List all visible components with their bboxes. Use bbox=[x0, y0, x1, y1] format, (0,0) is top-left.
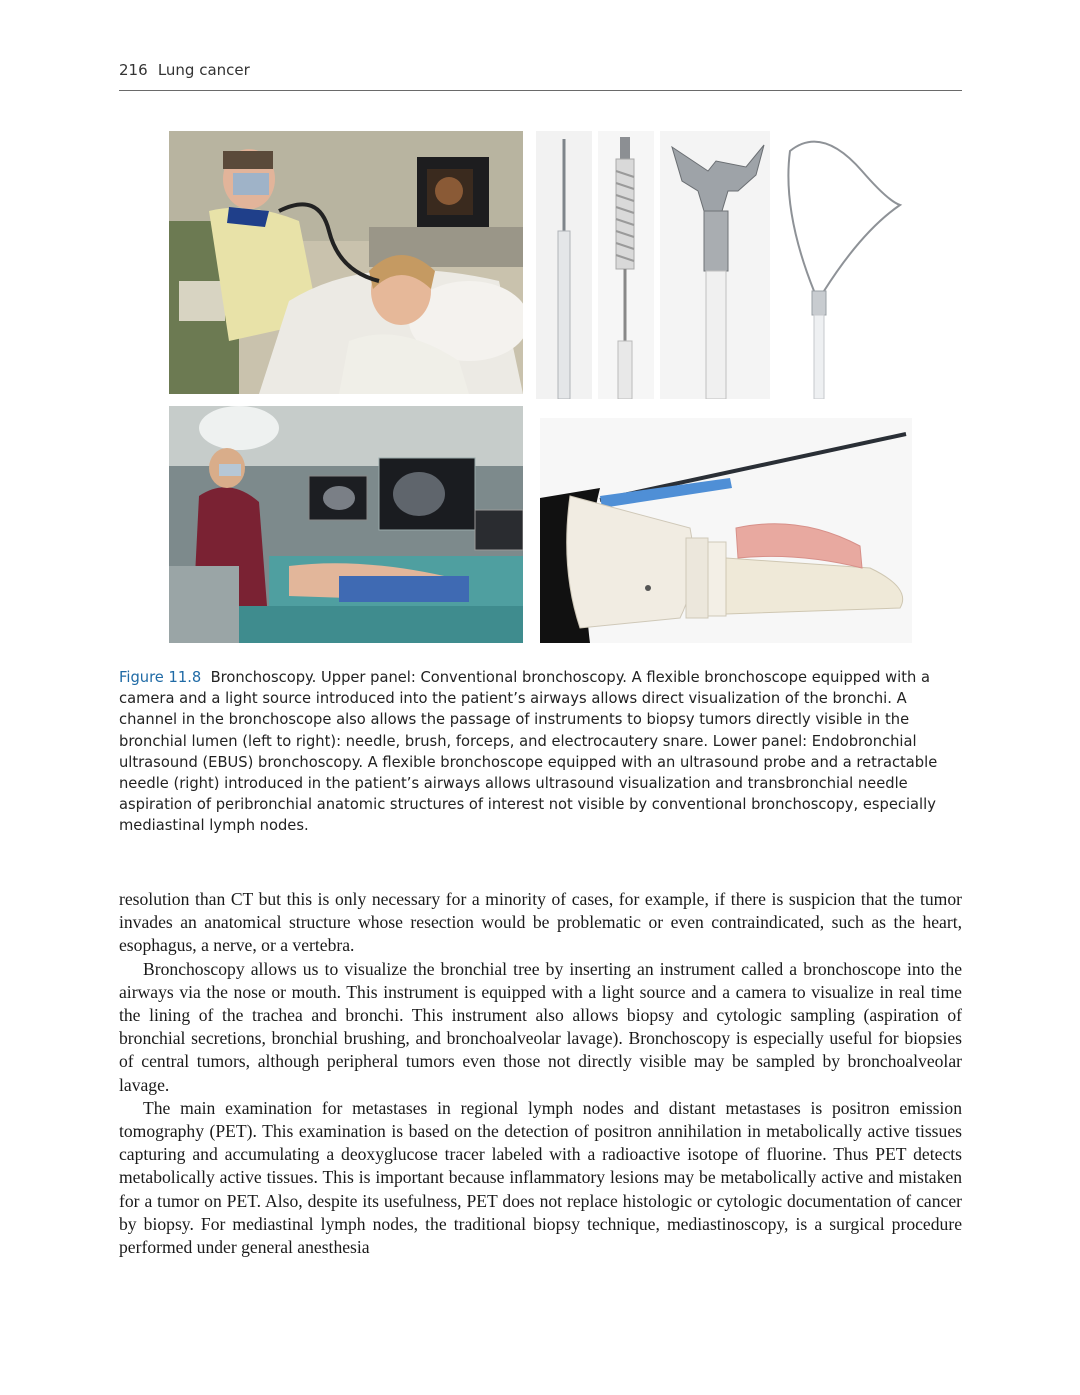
figure-caption bbox=[119, 667, 962, 837]
figure-label: Figure 11.8 bbox=[119, 669, 202, 686]
body-text bbox=[119, 888, 962, 1259]
running-title: Lung cancer bbox=[157, 61, 250, 79]
paragraph: resolution than CT but this is only necessary for a minority of cases, for example, if there is suspicion that the tumor invades an anatomical structure whose resection would be problematic or even contraindicated, such as the heart, esophagus, a nerve, or a vertebra. bbox=[119, 889, 962, 956]
photo-biopsy-instruments bbox=[532, 131, 912, 399]
figure-caption-text: Bronchoscopy. Upper panel: Conventional bronchoscopy. A flexible bronchoscope equipped with a camera and a light source introduced into the patient’s airways allows direct visualization of the bronchi. A channel in the bronchoscope also allows the passage of instruments to biopsy tumors directly visible in the bronchial lumen (left to right): needle, brush, forceps, and electrocautery snare. Lower panel: Endobronchial ultrasound (EBUS) bronchoscopy. A flexible bronchoscope equipped with an ultrasound probe and a retractable needle (right) introduced in the patient’s airways allows ultrasound visualization and transbronchial needle aspiration of peribronchial anatomic structures of interest not visible by conventional bronchoscopy, especially mediastinal lymph nodes. bbox=[119, 669, 938, 835]
page-number: 216 bbox=[119, 61, 148, 79]
photo-ebus-scope-tip bbox=[540, 418, 912, 643]
paragraph: Bronchoscopy allows us to visualize the bronchial tree by inserting an instrument called a bronchoscope into the airways via the nose or mouth. This instrument is equipped with a light source and a camera to visualize in real time the lining of the trachea and bronchi. This instrument also allows biopsy and cytologic sampling (aspiration of bronchial secretions, bronchial brushing, and bronchoalveolar lavage). Bronchoscopy is especially useful for biopsies of central tumors, although peripheral tumors even those not directly visible may be sampled by bronchoalveolar lavage. bbox=[119, 958, 962, 1095]
running-header bbox=[119, 60, 962, 91]
photo-ebus-bronchoscopy bbox=[169, 406, 523, 643]
paragraph: The main examination for metastases in regional lymph nodes and distant metastases is positron emission tomography (PET). This examination is based on the detection of positron annihilation in metabolically active tissues capturing and accumulating a deoxyglucose tracer labeled with a radioactive isotope of fluorine. Thus PET detects metabolically active tissues. This is important because inflammatory lesions may be metabolically active and mistaken for a tumor on PET. Also, despite its usefulness, PET does not replace histologic or cytologic documentation of cancer by biopsy. For mediastinal lymph nodes, the traditional biopsy technique, mediastinoscopy, is a surgical procedure performed under general anesthesia bbox=[119, 1097, 962, 1258]
photo-conventional-bronchoscopy bbox=[169, 131, 523, 394]
